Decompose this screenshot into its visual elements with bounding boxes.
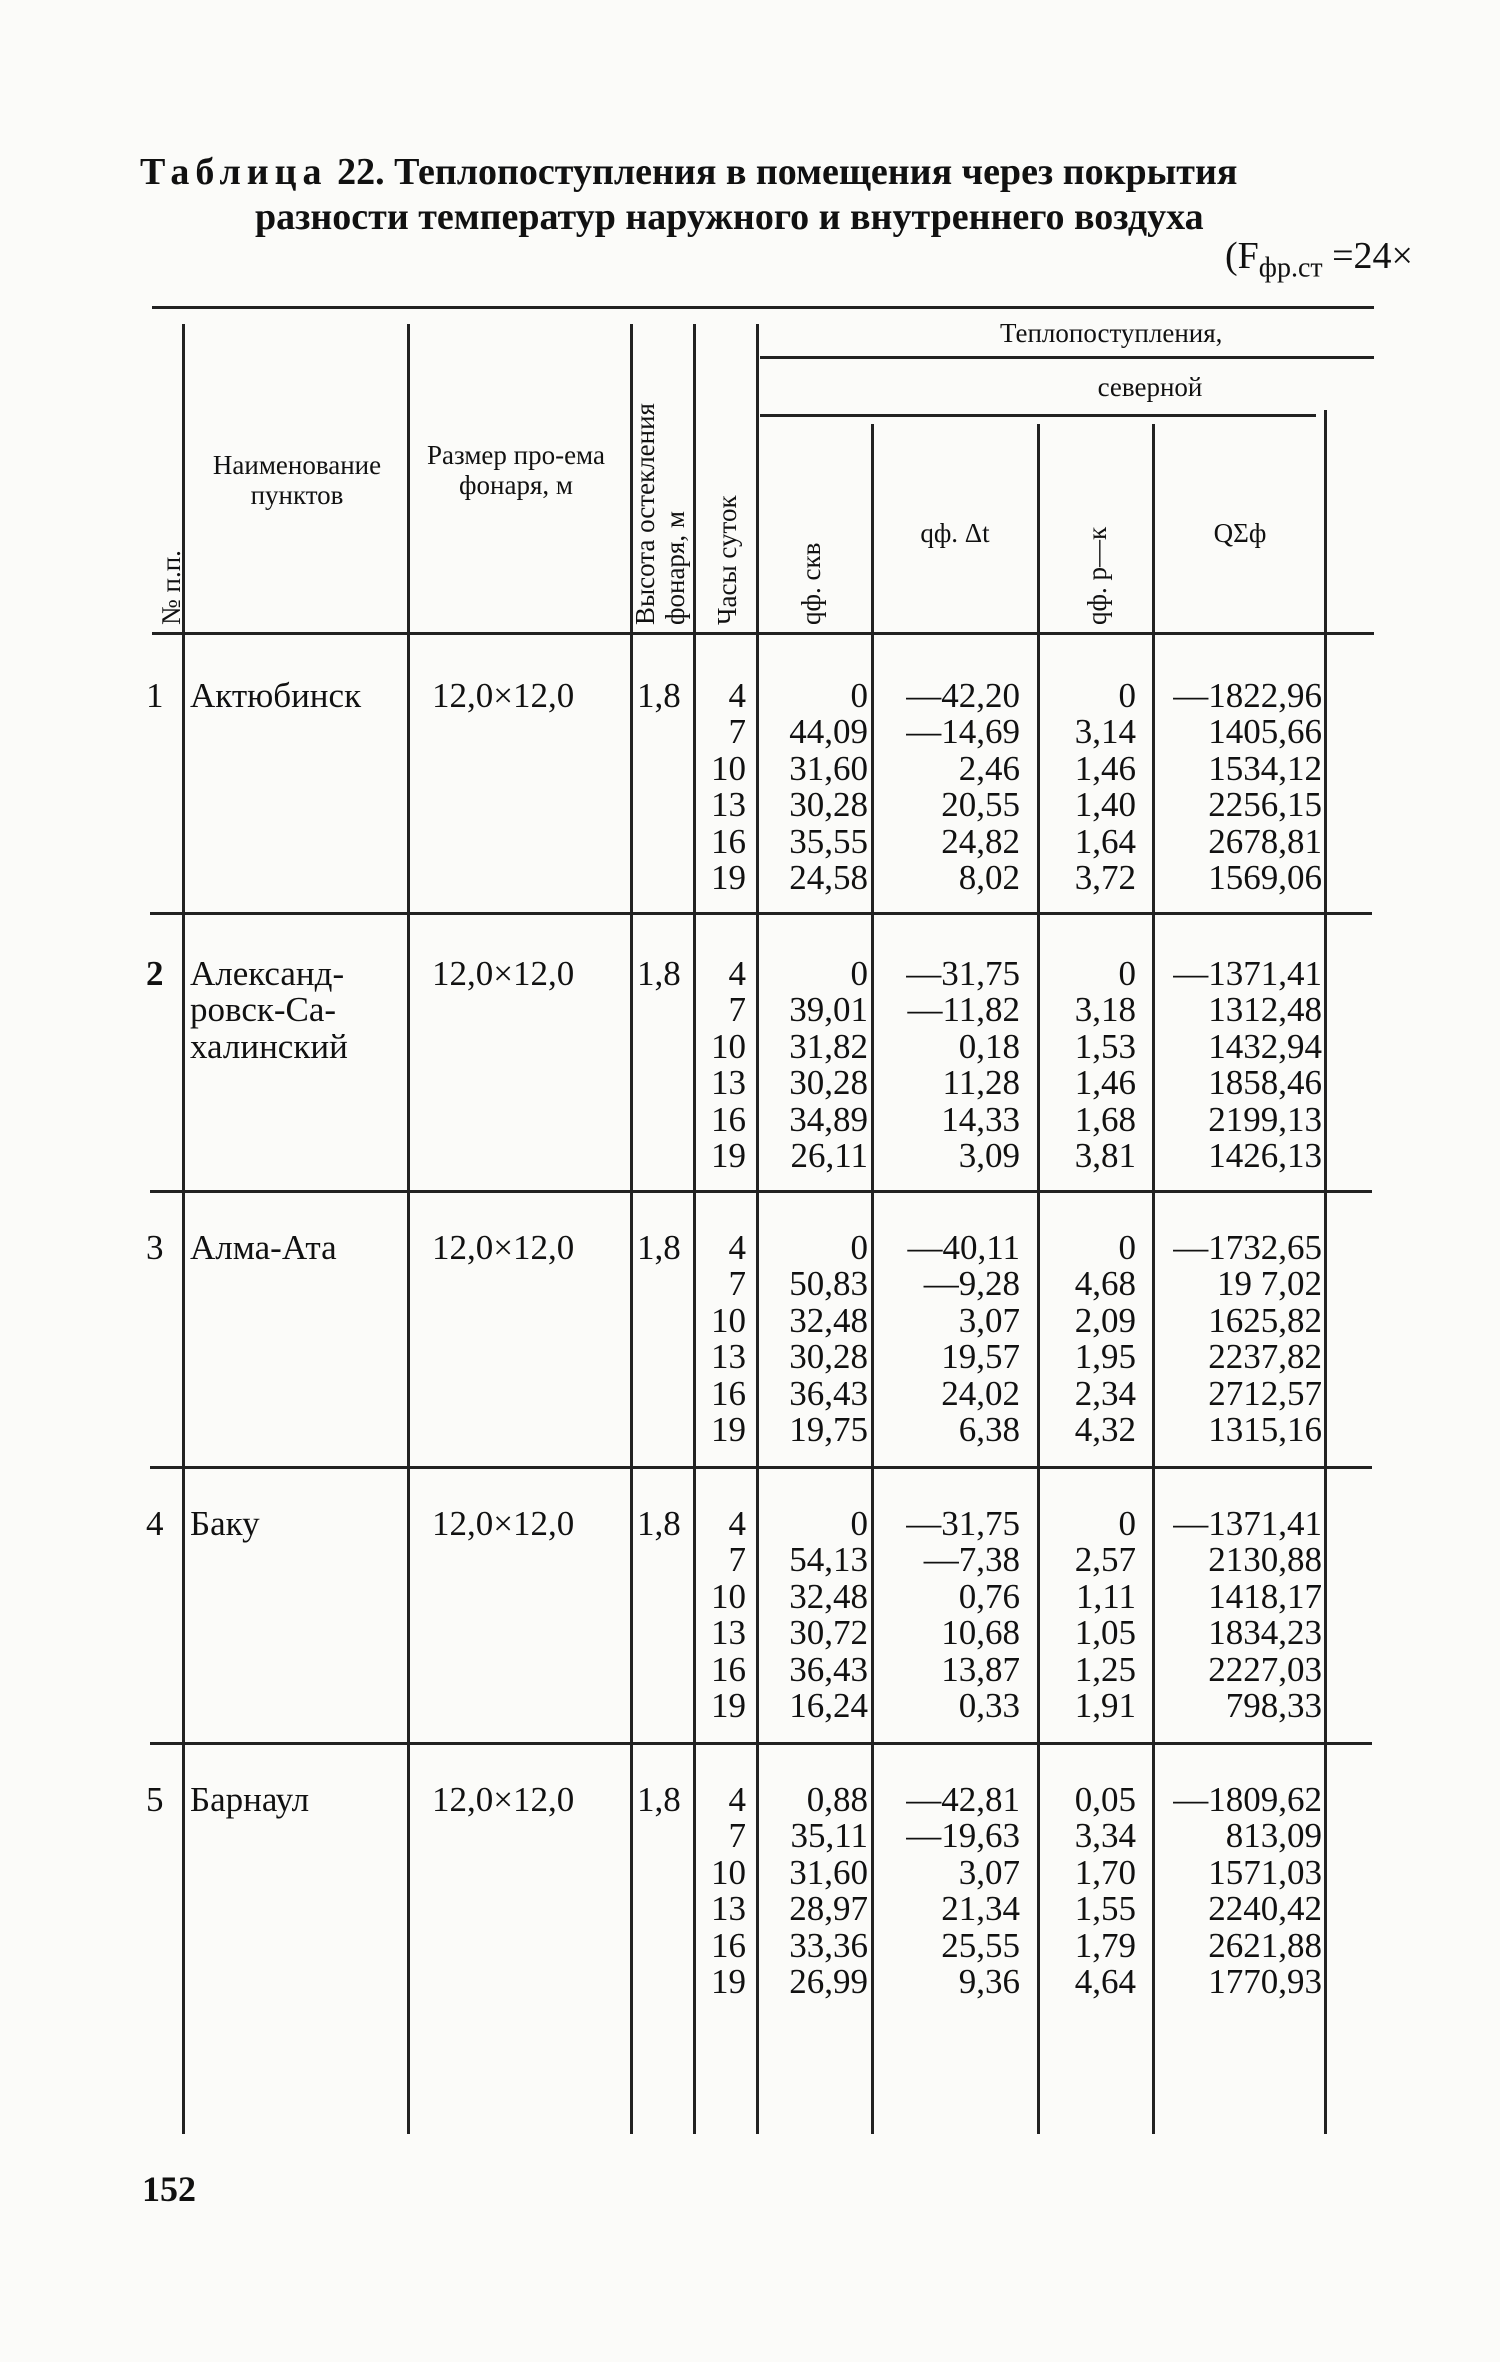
- row-hours: 4 7 10 13 16 19: [711, 1780, 746, 2002]
- header-bottom-rule: [152, 632, 1374, 635]
- row-q3: 0 2,57 1,11 1,05 1,25 1,91: [1074, 1504, 1136, 1726]
- row-height: 1,8: [637, 676, 681, 715]
- row-q4: —1732,65 19 7,02 1625,82 2237,82 2712,57 1315,16: [1173, 1228, 1322, 1450]
- row-number: 5: [146, 1780, 164, 1819]
- column-rule: [756, 324, 759, 2134]
- caption-formula-prefix: (F: [1225, 235, 1259, 277]
- caption-line-2: разности температур наружного и внутреннего воздуха: [255, 196, 1204, 238]
- row-q2: —40,11 —9,28 3,07 19,57 24,02 6,38: [907, 1228, 1020, 1450]
- row-number: 3: [146, 1228, 164, 1267]
- header-height-text: Высота остекления фонаря, м: [630, 403, 690, 625]
- row-height: 1,8: [637, 1504, 681, 1543]
- row-q4: —1371,41 2130,88 1418,17 1834,23 2227,03 798,33: [1173, 1504, 1322, 1726]
- subgroup-rule: [760, 414, 1316, 417]
- row-name: Баку: [190, 1504, 260, 1543]
- row-q3: 0 3,14 1,46 1,40 1,64 3,72: [1074, 676, 1136, 898]
- header-size: Размер про-ема фонаря, м: [427, 440, 605, 500]
- row-size: 12,0×12,0: [432, 1780, 575, 1819]
- row-hours: 4 7 10 13 16 19: [711, 954, 746, 1176]
- row-size: 12,0×12,0: [432, 1504, 575, 1543]
- column-rule: [871, 424, 874, 2134]
- row-size: 12,0×12,0: [432, 676, 575, 715]
- header-q1: qф. скв: [796, 542, 826, 625]
- row-q3: 0 4,68 2,09 1,95 2,34 4,32: [1074, 1228, 1136, 1450]
- row-separator: [150, 1190, 1372, 1193]
- row-number: 2: [146, 954, 164, 993]
- caption-title: 22. Теплопоступления в помещения через покрытия: [327, 151, 1238, 193]
- row-q2: —42,20 —14,69 2,46 20,55 24,82 8,02: [906, 676, 1020, 898]
- header-q3: qф. р—к: [1082, 526, 1112, 625]
- column-rule: [1037, 424, 1040, 2134]
- header-num: № п.п.: [156, 550, 186, 625]
- row-separator: [150, 912, 1372, 915]
- row-height: 1,8: [637, 954, 681, 993]
- header-height: [630, 325, 690, 625]
- row-hours: 4 7 10 13 16 19: [711, 1228, 746, 1450]
- row-q3: 0 3,18 1,53 1,46 1,68 3,81: [1074, 954, 1136, 1176]
- header-name: Наименование пунктов: [212, 450, 382, 510]
- header-subgroup: северной: [1097, 372, 1203, 402]
- row-q4: —1822,96 1405,66 1534,12 2256,15 2678,81 1569,06: [1173, 676, 1322, 898]
- row-hours: 4 7 10 13 16 19: [711, 1504, 746, 1726]
- caption-line-1: [140, 150, 1237, 194]
- row-q4: —1809,62 813,09 1571,03 2240,42 2621,88 1770,93: [1173, 1780, 1322, 2002]
- row-q3: 0,05 3,34 1,70 1,55 1,79 4,64: [1074, 1780, 1136, 2002]
- row-q1: 0 39,01 31,82 30,28 34,89 26,11: [789, 954, 868, 1176]
- row-name: Алма-Ата: [190, 1228, 337, 1267]
- row-number: 1: [146, 676, 164, 715]
- row-q1: 0,88 35,11 31,60 28,97 33,36 26,99: [789, 1780, 868, 2002]
- row-q2: —31,75 —11,82 0,18 11,28 14,33 3,09: [906, 954, 1020, 1176]
- row-separator: [150, 1742, 1372, 1745]
- row-q4: —1371,41 1312,48 1432,94 1858,46 2199,13 1426,13: [1173, 954, 1322, 1176]
- table-top-rule: [152, 306, 1374, 309]
- page-number: 152: [142, 2169, 196, 2209]
- row-name: Александ- ровск-Са- халинский: [190, 954, 348, 1066]
- row-height: 1,8: [637, 1780, 681, 1819]
- row-name: Актюбинск: [190, 676, 362, 715]
- header-q4: QΣф: [1213, 518, 1267, 548]
- caption-formula-suffix: =24×: [1322, 235, 1413, 277]
- column-rule: [407, 324, 410, 2134]
- caption-prefix: Таблица: [140, 151, 328, 193]
- row-separator: [150, 1466, 1372, 1469]
- caption-line-3: [1225, 234, 1413, 291]
- row-q1: 0 44,09 31,60 30,28 35,55 24,58: [789, 676, 868, 898]
- row-height: 1,8: [637, 1228, 681, 1267]
- header-hours: Часы суток: [712, 495, 742, 625]
- row-number: 4: [146, 1504, 164, 1543]
- column-rule: [1324, 410, 1327, 2134]
- row-hours: 4 7 10 13 16 19: [711, 676, 746, 898]
- row-q1: 0 54,13 32,48 30,72 36,43 16,24: [789, 1504, 868, 1726]
- column-rule: [693, 324, 696, 2134]
- row-q2: —42,81 —19,63 3,07 21,34 25,55 9,36: [906, 1780, 1020, 2002]
- caption-formula-sub: фр.ст: [1258, 252, 1323, 284]
- header-group: Теплопоступления,: [1000, 318, 1223, 348]
- group-rule: [760, 356, 1374, 359]
- header-q2: qф. Δt: [920, 518, 990, 548]
- row-size: 12,0×12,0: [432, 954, 575, 993]
- row-q2: —31,75 —7,38 0,76 10,68 13,87 0,33: [906, 1504, 1020, 1726]
- row-name: Барнаул: [190, 1780, 310, 1819]
- column-rule: [1152, 424, 1155, 2134]
- row-size: 12,0×12,0: [432, 1228, 575, 1267]
- row-q1: 0 50,83 32,48 30,28 36,43 19,75: [789, 1228, 868, 1450]
